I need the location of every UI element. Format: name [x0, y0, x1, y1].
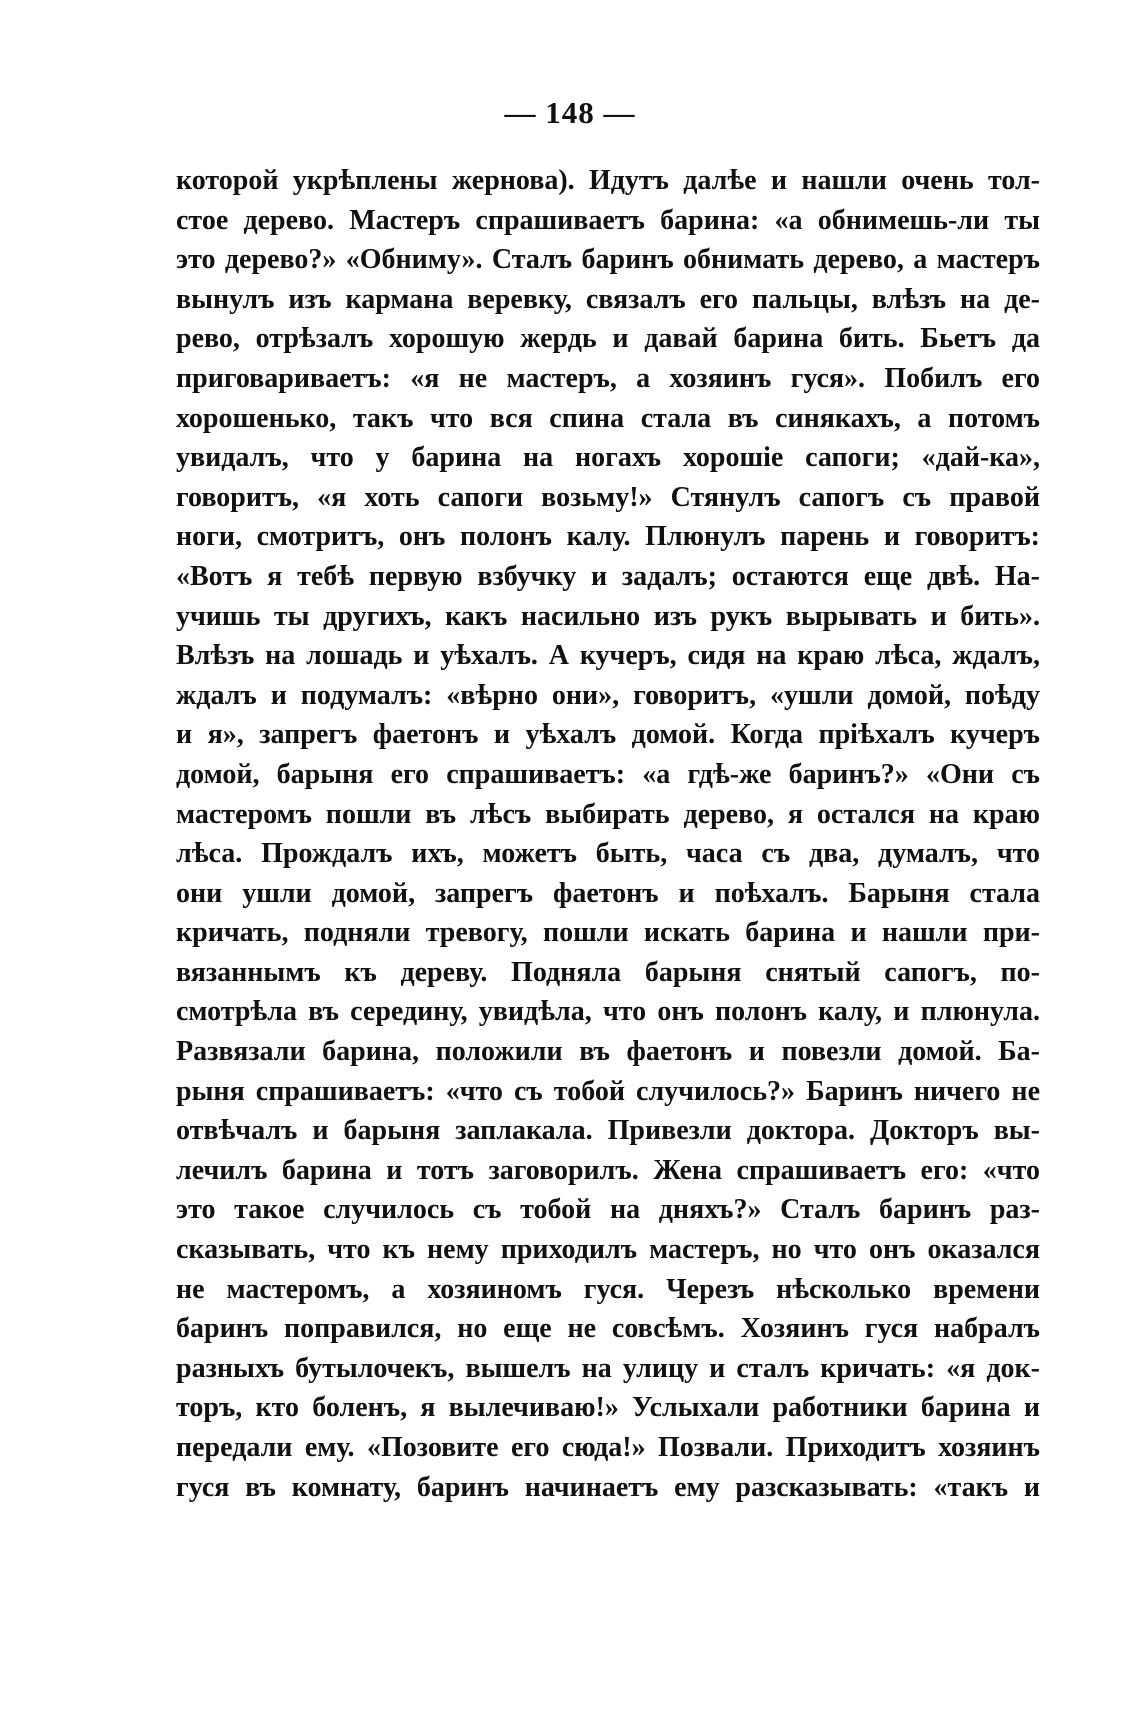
text-line: разныхъ бутылочекъ, вышелъ на улицу и сталъ кричать: «я док- [176, 1352, 1040, 1384]
text-line: Влѣзъ на лошадь и уѣхалъ. А кучеръ, сидя на краю лѣса, ждалъ, [176, 640, 1040, 672]
text-line: гуся въ комнату, баринъ начинаетъ ему разсказывать: «такъ и [176, 1471, 1040, 1503]
text-line: «Вотъ я тебѣ первую взбучку и задалъ; остаются еще двѣ. На- [176, 560, 1040, 592]
text-line: и я», запрегъ фаетонъ и уѣхалъ домой. Когда пріѣхалъ кучеръ [176, 719, 1040, 751]
text-line: мастеромъ пошли въ лѣсъ выбирать дерево, я остался на краю [176, 798, 1040, 830]
text-line: увидалъ, что у барина на ногахъ хорошіе сапоги; «дай-ка», [176, 442, 1040, 474]
text-line: они ушли домой, запрегъ фаетонъ и поѣхалъ. Барыня стала [176, 877, 1040, 909]
text-line: рыня спрашиваетъ: «что съ тобой случилось?» Баринъ ничего не [176, 1075, 1040, 1107]
text-line: ждалъ и подумалъ: «вѣрно они», говоритъ, «ушли домой, поѣду [176, 679, 1040, 711]
text-line: сказывать, что къ нему приходилъ мастеръ, но что онъ оказался [176, 1234, 1040, 1266]
text-line: Развязали барина, положили въ фаетонъ и повезли домой. Ба- [176, 1036, 1040, 1068]
text-line: передали ему. «Позовите его сюда!» Позвали. Приходитъ хозяинъ [176, 1432, 1040, 1463]
text-line: стое дерево. Мастеръ спрашиваетъ барина: «а обнимешь-ли ты [176, 204, 1040, 236]
text-line: хорошенько, такъ что вся спина стала въ синякахъ, а потомъ [176, 402, 1040, 434]
text-line: вынулъ изъ кармана веревку, связалъ его пальцы, влѣзъ на де- [176, 283, 1040, 315]
text-line: смотрѣла въ середину, увидѣла, что онъ полонъ калу, и плюнула. [176, 996, 1040, 1028]
text-line: не мастеромъ, а хозяиномъ гуся. Черезъ нѣсколько времени [176, 1273, 1040, 1305]
text-line: приговариваетъ: «я не мастеръ, а хозяинъ гуся». Побилъ его [176, 362, 1040, 394]
text-line: лечилъ барина и тотъ заговорилъ. Жена спрашиваетъ его: «что [176, 1154, 1040, 1186]
text-line: домой, барыня его спрашиваетъ: «а гдѣ-же баринъ?» «Они съ [176, 758, 1040, 790]
text-line: говоритъ, «я хоть сапоги возьму!» Стянулъ сапогъ съ правой [176, 481, 1040, 513]
text-line: кричать, подняли тревогу, пошли искать барина и нашли при- [176, 917, 1040, 949]
text-line: рево, отрѣзалъ хорошую жердь и давай барина бить. Бьетъ да [176, 323, 1040, 355]
text-line: это такое случилось съ тобой на дняхъ?» Сталъ баринъ раз- [176, 1194, 1040, 1226]
text-line: лѣса. Прождалъ ихъ, можетъ быть, часа съ два, думалъ, что [176, 838, 1040, 870]
page-number: — 148 — [504, 95, 636, 130]
text-line: это дерево?» «Обниму». Сталъ баринъ обнимать дерево, а мастеръ [176, 244, 1040, 276]
text-line: учишь ты другихъ, какъ насильно изъ рукъ вырывать и бить». [176, 600, 1040, 632]
text-line: отвѣчалъ и барыня заплакала. Привезли доктора. Докторъ вы- [176, 1115, 1040, 1147]
text-line: торъ, кто боленъ, я вылечиваю!» Услыхали работники барина и [176, 1392, 1040, 1424]
text-line: баринъ поправился, но еще не совсѣмъ. Хозяинъ гуся набралъ [176, 1313, 1040, 1345]
body-text [176, 161, 1040, 1507]
text-line: ноги, смотритъ, онъ полонъ калу. Плюнулъ парень и говоритъ: [176, 521, 1040, 553]
text-line: вязаннымъ къ дереву. Подняла барыня снятый сапогъ, по- [176, 956, 1040, 988]
text-line: которой укрѣплены жернова). Идутъ далѣе и нашли очень тол- [176, 165, 1040, 196]
